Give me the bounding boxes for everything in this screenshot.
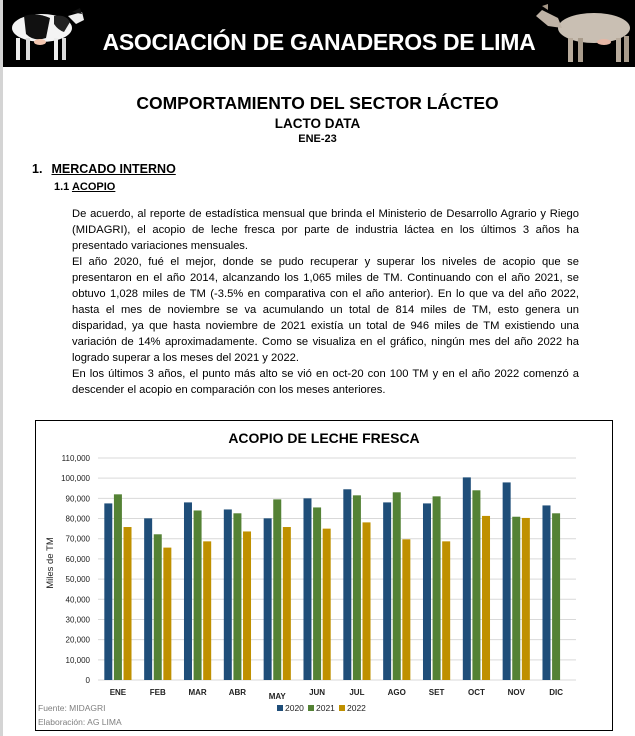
x-tick-label: ABR — [228, 688, 247, 697]
section-number: 1. — [32, 162, 43, 176]
subsection-label: ACOPIO — [71, 181, 116, 193]
chart-frame — [35, 420, 613, 731]
footnote-source: Fuente: MIDAGRI — [38, 703, 106, 713]
bar-2022-abr — [243, 531, 251, 680]
subsection-number: 1.1 — [54, 181, 70, 193]
bar-2020-dic — [542, 505, 550, 680]
bar-2020-ago — [383, 502, 391, 680]
y-tick-label: 60,000 — [65, 554, 90, 564]
subsection-heading-acopio — [54, 181, 115, 193]
legend-label-2020: 2020 — [285, 703, 304, 713]
bar-2022-ene — [124, 527, 132, 680]
x-tick-label: MAY — [268, 692, 286, 701]
bar-2021-dic — [552, 513, 560, 680]
document-subtitle: LACTO DATA — [274, 116, 361, 131]
brown-swiss-cow-icon — [528, 2, 635, 66]
y-tick-label: 90,000 — [65, 494, 90, 504]
x-tick-labels — [110, 688, 564, 701]
bar-2022-feb — [163, 548, 171, 680]
bar-2021-jun — [313, 507, 321, 680]
bar-2020-jun — [303, 498, 311, 680]
x-tick-label: AGO — [387, 688, 406, 697]
bar-2020-feb — [144, 518, 152, 680]
paragraph-intro: De acuerdo, al reporte de estadística mensual que brinda el Ministerio de Desarrollo Agrario y Riego (MIDAGRI), el acopio de leche fresca por parte de industria láctea en los últimos 3 años ha presentado variaciones mensuales. — [72, 208, 579, 252]
x-tick-label: JUN — [309, 688, 326, 697]
bar-2021-oct — [472, 490, 480, 680]
bar-2021-mar — [194, 510, 202, 680]
acopio-bar-chart — [36, 421, 612, 730]
x-tick-label: ENE — [109, 688, 127, 697]
bar-2020-oct — [463, 477, 471, 680]
paragraph-analysis: El año 2020, fué el mejor, donde se pudo recuperar y superar los niveles de acopio que se presentaron en el año 2014, alcanzando los 1,065 miles de TM. Continuando con el año 2021, se obtuvo 1,028 miles de TM (-3.5% en comparativa con el año anterior). En lo que va del año 2022, hasta el mes de noviembre se va acumulando un total de 814 miles de TM, esto genera un disparidad, ya que hasta noviembre de 2021 existía un total de 946 miles de TM existiendo una variación de 14% aproximadamente. Como se visualiza en el gráfico, ningún mes del año 2022 ha logrado superar a los meses del 2021 y 2022. — [72, 256, 579, 364]
bar-2021-abr — [233, 513, 241, 680]
legend — [277, 703, 366, 713]
y-tick-label: 20,000 — [65, 635, 90, 645]
bar-2022-may — [283, 527, 291, 680]
bar-2020-mar — [184, 502, 192, 680]
legend-label-2021: 2021 — [316, 703, 335, 713]
bar-2022-jul — [363, 522, 371, 680]
legend-label-2022: 2022 — [347, 703, 366, 713]
y-tick-label: 50,000 — [65, 575, 90, 585]
y-axis-label: Miles de TM — [45, 537, 56, 589]
bar-2021-may — [273, 499, 281, 680]
section-label: MERCADO INTERNO — [51, 162, 176, 176]
document-date: ENE-23 — [298, 133, 337, 145]
y-tick-label: 110,000 — [61, 454, 90, 463]
bar-2020-abr — [224, 509, 232, 680]
legend-swatch-2020 — [277, 705, 283, 711]
footnote-elaboration: Elaboración: AG LIMA — [38, 717, 122, 727]
y-tick-label: 80,000 — [65, 514, 90, 524]
bar-2020-ene — [104, 503, 112, 680]
x-tick-label: MAR — [188, 688, 207, 697]
y-tick-label: 30,000 — [65, 615, 90, 625]
organization-title: ASOCIACIÓN DE GANADEROS DE LIMA — [102, 29, 536, 55]
x-tick-label: DIC — [549, 688, 563, 697]
bar-2020-may — [264, 518, 272, 680]
bar-2022-mar — [203, 541, 211, 680]
legend-swatch-2021 — [308, 705, 314, 711]
x-tick-label: NOV — [507, 688, 525, 697]
x-tick-label: JUL — [349, 688, 365, 697]
y-tick-label: 0 — [85, 676, 90, 685]
bar-2022-oct — [482, 516, 490, 680]
bar-2022-ago — [402, 539, 410, 680]
x-tick-label: FEB — [149, 688, 166, 697]
bar-2021-jul — [353, 495, 361, 680]
document-title: COMPORTAMIENTO DEL SECTOR LÁCTEO — [136, 93, 499, 113]
bar-2022-nov — [522, 518, 530, 680]
bar-2020-nov — [503, 482, 511, 680]
chart-title: ACOPIO DE LECHE FRESCA — [228, 430, 420, 446]
bar-2020-jul — [343, 489, 351, 680]
header-banner — [3, 0, 635, 67]
bar-2020-set — [423, 503, 431, 680]
bar-2021-ago — [393, 492, 401, 680]
legend-swatch-2022 — [339, 705, 345, 711]
bar-2022-jun — [323, 529, 331, 680]
x-tick-label: OCT — [467, 688, 485, 697]
x-tick-label: SET — [428, 688, 445, 697]
bar-2022-set — [442, 541, 450, 680]
y-tick-label: 10,000 — [65, 655, 90, 665]
y-tick-label: 100,000 — [61, 474, 90, 484]
bar-2021-nov — [512, 517, 520, 680]
bar-2021-feb — [154, 534, 162, 680]
y-tick-label: 40,000 — [65, 595, 90, 605]
bar-2021-ene — [114, 494, 122, 680]
bar-2021-set — [433, 496, 441, 680]
paragraph-conclusion: En los últimos 3 años, el punto más alto se vió en oct-20 con 100 TM y en el año 2022 comenzó a descender el acopio en comparación con los meses anteriores. — [72, 368, 579, 396]
y-tick-labels — [61, 454, 90, 685]
section-heading-mercado-interno — [32, 162, 176, 176]
y-tick-label: 70,000 — [65, 534, 90, 544]
